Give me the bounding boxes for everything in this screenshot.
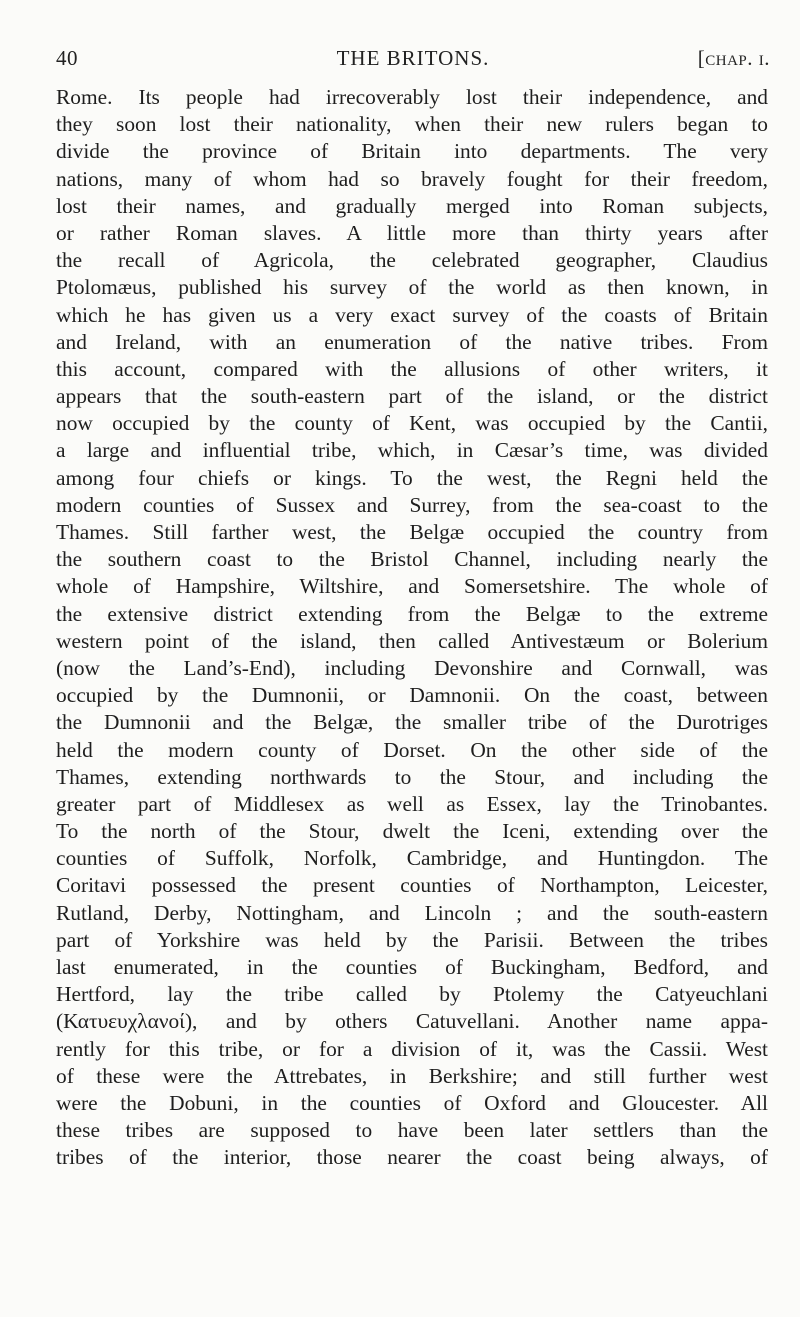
text-line: nations, many of whom had so bravely fought for their freedom, <box>56 166 768 191</box>
text-line: (Κατυευχλανοί), and by others Catuvellani. Another name appa- <box>56 1009 768 1034</box>
text-line: this account, compared with the allusions of other writers, it <box>56 356 768 381</box>
text-line: rently for this tribe, or for a division of it, was the Cassii. West <box>56 1036 768 1061</box>
text-line: or rather Roman slaves. A little more than thirty years after <box>56 220 768 245</box>
text-line: the southern coast to the Bristol Channel, including nearly the <box>56 547 768 572</box>
text-line: now occupied by the county of Kent, was occupied by the Cantii, <box>56 411 768 436</box>
text-line: whole of Hampshire, Wiltshire, and Somersetshire. The whole of <box>56 574 768 599</box>
text-line: held the modern county of Dorset. On the other side of the <box>56 737 768 762</box>
text-line: (now the Land’s-End), including Devonshire and Cornwall, was <box>56 655 768 680</box>
page-number: 40 <box>56 46 78 70</box>
running-head <box>56 46 770 80</box>
body-text <box>56 84 768 1172</box>
text-line: Thames. Still farther west, the Belgæ occupied the country from <box>56 520 768 544</box>
text-line: To the north of the Stour, dwelt the Iceni, extending over the <box>56 819 768 844</box>
text-line: modern counties of Sussex and Surrey, from the sea-coast to the <box>56 492 768 517</box>
text-line: Coritavi possessed the present counties of Northampton, Leicester, <box>56 873 768 898</box>
running-title: THE BRITONS. <box>336 46 490 70</box>
text-line: were the Dobuni, in the counties of Oxford and Gloucester. All <box>56 1090 768 1115</box>
text-line: the recall of Agricola, the celebrated geographer, Claudius <box>56 248 768 273</box>
text-line: tribes of the interior, those nearer the coast being always, of <box>56 1145 768 1170</box>
text-line: Hertford, lay the tribe called by Ptolemy the Catyeuchlani <box>56 982 768 1007</box>
text-line: Rome. Its people had irrecoverably lost their independence, and <box>56 85 768 109</box>
text-line: Thames, extending northwards to the Stour, and including the <box>56 764 768 789</box>
text-line: Ptolomæus, published his survey of the world as then known, in <box>56 275 768 300</box>
text-line: Rutland, Derby, Nottingham, and Lincoln ; and the south-eastern <box>56 900 768 925</box>
text-line: last enumerated, in the counties of Buckingham, Bedford, and <box>56 955 768 979</box>
chapter-marker: [chap. i. <box>697 46 770 70</box>
text-line: the Dumnonii and the Belgæ, the smaller tribe of the Durotriges <box>56 710 768 735</box>
text-line: lost their names, and gradually merged into Roman subjects, <box>56 193 768 218</box>
text-line: they soon lost their nationality, when their new rulers began to <box>56 112 768 137</box>
text-line: these tribes are supposed to have been later settlers than the <box>56 1118 768 1143</box>
text-line: divide the province of Britain into departments. The very <box>56 139 768 164</box>
text-line: greater part of Middlesex as well as Essex, lay the Trinobantes. <box>56 791 768 816</box>
text-line: western point of the island, then called Antivestæum or Bolerium <box>56 628 768 653</box>
text-line: part of Yorkshire was held by the Parisii. Between the tribes <box>56 927 768 952</box>
text-line: which he has given us a very exact survey of the coasts of Britain <box>56 302 768 327</box>
text-line: appears that the south-eastern part of the island, or the district <box>56 384 768 409</box>
text-line: occupied by the Dumnonii, or Damnonii. On the coast, between <box>56 683 768 708</box>
text-line: counties of Suffolk, Norfolk, Cambridge, and Huntingdon. The <box>56 846 768 871</box>
text-line: the extensive district extending from the Belgæ to the extreme <box>56 601 768 626</box>
text-line: a large and influential tribe, which, in Cæsar’s time, was divided <box>56 438 768 463</box>
text-line: among four chiefs or kings. To the west, the Regni held the <box>56 465 768 490</box>
text-line: of these were the Attrebates, in Berkshire; and still further west <box>56 1063 768 1088</box>
text-line: and Ireland, with an enumeration of the native tribes. From <box>56 329 768 354</box>
